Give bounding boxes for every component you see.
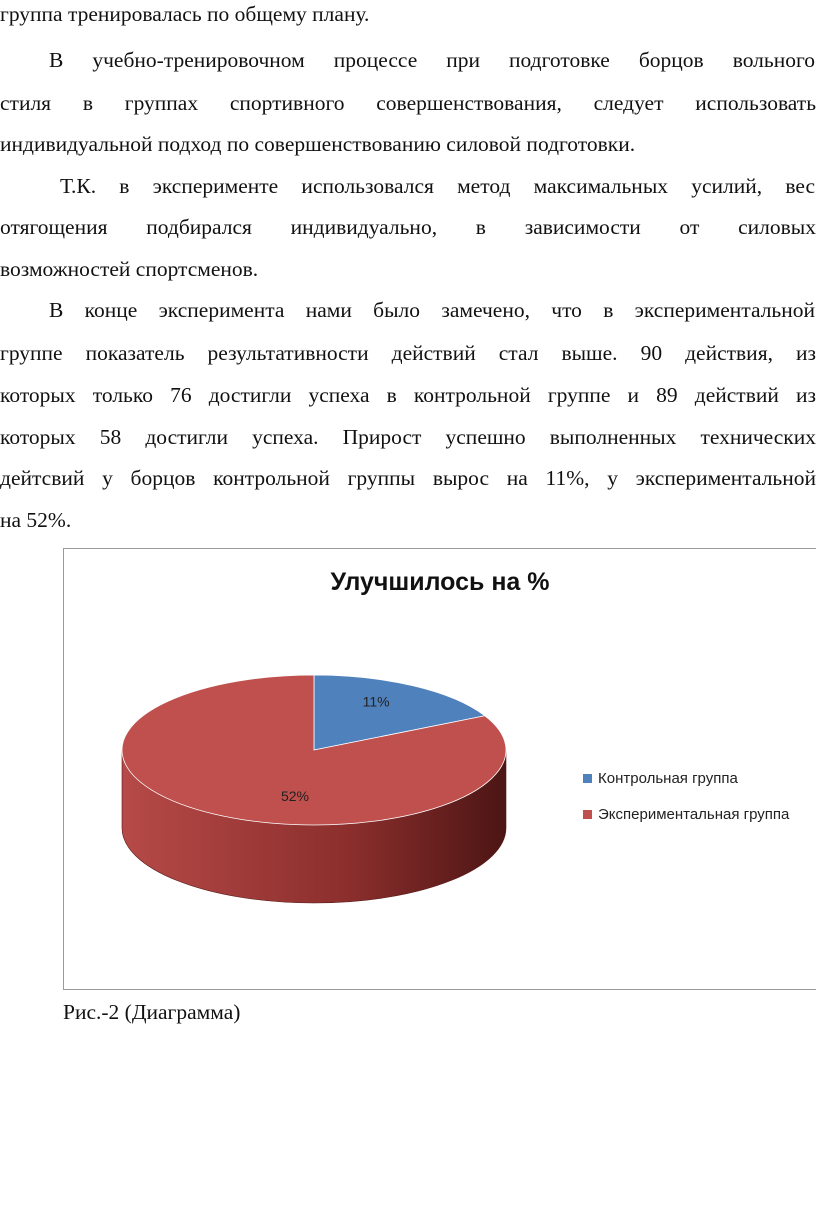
text-line: на 52%.: [0, 508, 72, 532]
text-line: В конце эксперимента нами было замечено, что в экспериментальной: [49, 298, 815, 322]
text-line: которых только 76 достигли успеха в контрольной группе и 89 действий из: [0, 383, 816, 407]
text-line: дейтсвий у борцов контрольной группы вырос на 11%, у экспериментальной: [0, 466, 816, 490]
legend-item: [583, 806, 789, 823]
chart-title: Улучшилось на %: [330, 568, 550, 596]
legend-swatch: [583, 810, 592, 819]
pie-data-label: 52%: [280, 788, 310, 805]
text-line: группа тренировалась по общему плану.: [0, 2, 370, 26]
legend-item: [583, 770, 738, 787]
text-line: группе показатель результативности действий стал выше. 90 действия, из: [0, 341, 816, 365]
text-line: которых 58 достигли успеха. Прирост успешно выполненных технических: [0, 425, 816, 449]
text-line: Т.К. в эксперименте использовался метод максимальных усилий, вес: [60, 174, 815, 198]
pie-data-label: 11%: [362, 693, 390, 710]
legend-label: Экспериментальная группа: [598, 806, 790, 823]
figure-caption: Рис.-2 (Диаграмма): [63, 1000, 241, 1024]
legend-swatch: [583, 774, 592, 783]
text-line: стиля в группах спортивного совершенствования, следует использовать: [0, 91, 816, 115]
text-line: отягощения подбирался индивидуально, в зависимости от силовых: [0, 215, 816, 239]
text-line: индивидуальной подход по совершенствованию силовой подготовки.: [0, 132, 636, 156]
text-line: возможностей спортсменов.: [0, 257, 259, 281]
legend-label: Контрольная группа: [598, 770, 738, 787]
text-line: В учебно-тренировочном процессе при подготовке борцов вольного: [49, 48, 815, 72]
